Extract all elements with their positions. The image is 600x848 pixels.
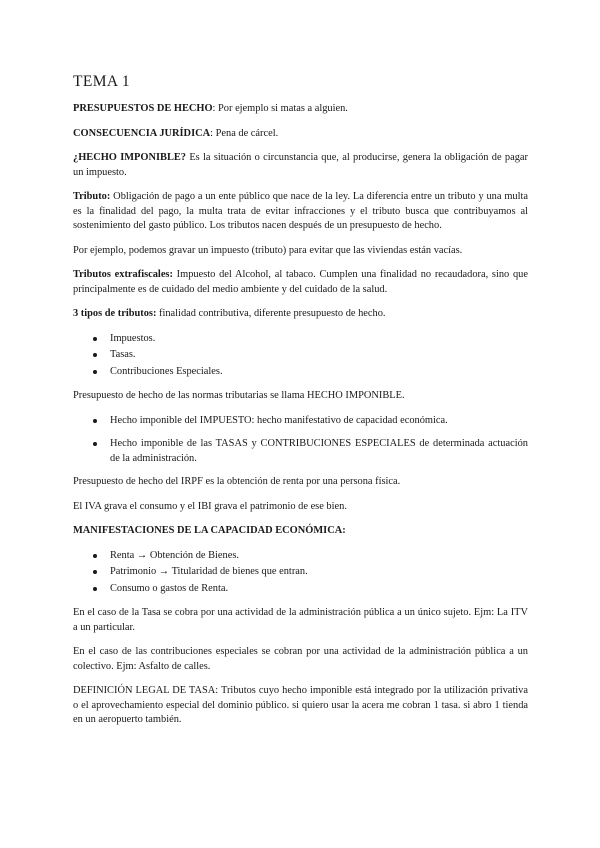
- term-presupuestos: PRESUPUESTOS DE HECHO: [73, 103, 213, 114]
- paragraph-normas-tributarias: Presupuesto de hecho de las normas tributarias se llama HECHO IMPONIBLE.: [73, 390, 405, 401]
- page-title: TEMA 1: [73, 73, 131, 90]
- paragraph-tasa: En el caso de la Tasa se cobra por una actividad de la administración pública a un único sujeto. Ejm: La ITV a un particular.: [73, 607, 528, 633]
- term-tipos-tributos: 3 tipos de tributos:: [73, 308, 157, 319]
- list-hecho-imponible: [73, 414, 528, 467]
- list-item: Patrimonio → Titularidad de bienes que entran.: [93, 565, 528, 580]
- paragraph-hecho-imponible: [73, 151, 528, 180]
- text-consecuencia: : Pena de cárcel.: [210, 127, 279, 139]
- paragraph-iva-ibi: El IVA grava el consumo y el IBI grava el patrimonio de ese bien.: [73, 500, 347, 512]
- term-tributo: Tributo:: [73, 191, 111, 202]
- list-manifestaciones: [73, 549, 528, 597]
- text-hecho-imponible: Es la situación o circunstancia que, al producirse, genera la obligación de pagar un impuesto.: [73, 152, 528, 178]
- list-item: Tasas.: [93, 348, 528, 363]
- list-item: Renta → Obtención de Bienes.: [93, 549, 528, 564]
- list-item: Contribuciones Especiales.: [93, 365, 528, 380]
- paragraph-extrafiscales: [73, 268, 528, 297]
- paragraph-contribuciones: En el caso de las contribuciones especiales se cobran por una actividad de la administración pública a un colectivo. Ejm: Asfalto de calles.: [73, 646, 528, 672]
- list-item: Consumo o gastos de Renta.: [93, 582, 528, 597]
- heading-manifestaciones: MANIFESTACIONES DE LA CAPACIDAD ECONÓMICA:: [73, 525, 346, 536]
- paragraph-consecuencia: [73, 127, 528, 142]
- list-item: Hecho imponible de las TASAS y CONTRIBUCIONES ESPECIALES de determinada actuación de la administración.: [93, 437, 528, 466]
- text-presupuestos: : Por ejemplo si matas a alguien.: [212, 103, 348, 114]
- list-item: Hecho imponible del IMPUESTO: hecho manifestativo de capacidad económica.: [93, 414, 528, 429]
- term-extrafiscales: Tributos extrafiscales:: [73, 269, 173, 280]
- term-consecuencia: CONSECUENCIA JURÍDICA: [73, 127, 211, 139]
- paragraph-definicion-tasa: DEFINICIÓN LEGAL DE TASA: Tributos cuyo hecho imponible está integrado por la utilización privativa o el aprovechamiento especial del dominio público. si quiero usar la acera me cobran 1 tasa. si abro 1 tienda en un aeropuerto también.: [73, 685, 528, 725]
- text-tributo: Obligación de pago a un ente público que nace de la ley. La diferencia entre un tributo y una multa es la finalidad del pago, la multa trata de evitar infracciones y el tributo busca que contribuyamos al sostenimiento del gasto público. Los tributos nacen después de un presupuesto de hecho.: [73, 191, 528, 231]
- text-extrafiscales: Impuesto del Alcohol, al tabaco. Cumplen una finalidad no recaudadora, sino que principalmente es de cuidado del medio ambiente y del cuidado de la salud.: [73, 269, 528, 295]
- paragraph-presupuestos: [73, 102, 528, 117]
- list-tipos-tributos: [73, 332, 528, 380]
- paragraph-manifestaciones: [73, 524, 528, 539]
- paragraph-tributo: [73, 190, 528, 234]
- paragraph-ejemplo: Por ejemplo, podemos gravar un impuesto (tributo) para evitar que las viviendas están vacías.: [73, 244, 463, 256]
- term-hecho-imponible: ¿HECHO IMPONIBLE?: [73, 152, 187, 163]
- list-item: Impuestos.: [93, 332, 528, 347]
- paragraph-tipos-tributos: [73, 307, 528, 322]
- paragraph-irpf: Presupuesto de hecho del IRPF es la obtención de renta por una persona física.: [73, 476, 401, 487]
- text-tipos-tributos: finalidad contributiva, diferente presupuesto de hecho.: [156, 308, 386, 319]
